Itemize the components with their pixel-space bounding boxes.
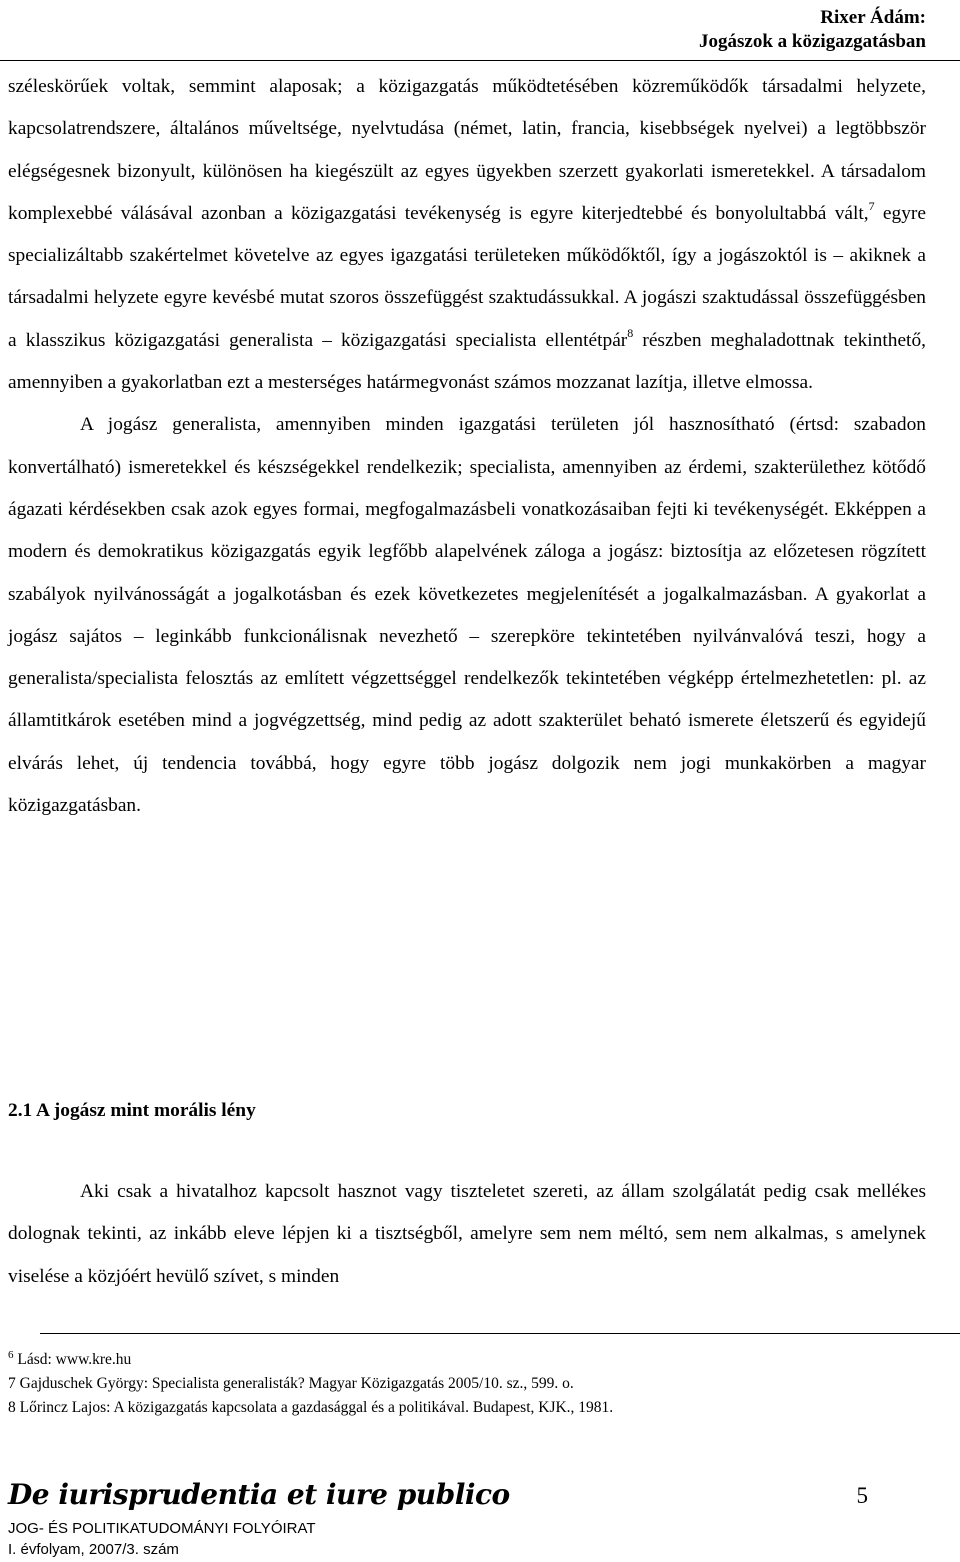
quote-text: Aki csak a hivatalhoz kapcsolt hasznot vagy tiszteletet szereti, az állam szolgálatát pedig csak mellékes dolognak tekinti, az inkább eleve lépjen ki a tisztségből, amelyre sem nem méltó, sem nem alkalmas, s amelynek viselése a közjóért hevülő szívet, s minden — [8, 1181, 926, 1287]
header-title: Jogászok a közigazgatásban — [699, 31, 926, 52]
running-header — [699, 6, 926, 54]
paragraph-1-part-c: részben meghaladottnak tekinthető, amennyiben a gyakorlatban ezt a mesterséges határmegvonást számos mozzanat lazítja, illetve elmossa. — [8, 329, 926, 394]
paragraph-2: A jogász generalista, amennyiben minden igazgatási területen jól hasznosítható (értsd: szabadon konvertálható) ismeretekkel és készségekkel rendelkezik; specialista, amennyiben az érdemi, szakterülethez kötődő ágazati kérdésekben csak azok egyes formai, megfogalmazásbeli vonatkozásaiban fejti ki tevékenységét. Ekképpen a modern és demokratikus közigazgatás egyik legfőbb alapelvének záloga a jogász: biztosítja az előzetesen rögzített szabályok nyilvánosságát a jogalkotásban és ezek következetes megjelenítését a jogalkalmazásban. A gyakorlat a jogász sajátos – leginkább funkcionálisnak nevezhető – szerepköre tekintetében nyilvánvalóvá teszi, hogy a generalista/specialista felosztás az említett végzettséggel rendelkezők tekintetében végképp értelmezhetetlen: pl. az államtitkárok esetében mind a jogvégzettség, mind pedig az adott szakterület beható ismerete életszerű és egyidejű elvárás lehet, új tendencia továbbá, hogy egyre több jogász dolgozik nem jogi munkakörben a magyar közigazgatásban. — [8, 414, 926, 817]
footnote-number: 6 — [8, 1349, 14, 1361]
footnote-text: Lőrincz Lajos: A közigazgatás kapcsolata a gazdasággal és a politikával. Budapest, KJK., 1981. — [15, 1399, 614, 1416]
footnote-ref-8[interactable]: 8 — [627, 325, 634, 340]
journal-issue: I. évfolyam, 2007/3. szám — [8, 1541, 179, 1558]
footnote-number: 7 — [8, 1375, 16, 1392]
main-text — [8, 66, 926, 827]
footnote-ref-7[interactable]: 7 — [868, 198, 875, 213]
journal-subtitle: JOG- ÉS POLITIKATUDOMÁNYI FOLYÓIRAT — [8, 1520, 316, 1537]
footnote-text: Gajduschek György: Specialista generalisták? Magyar Közigazgatás 2005/10. sz., 599. o. — [15, 1375, 574, 1392]
journal-info — [8, 1518, 316, 1560]
paragraph-1 — [8, 66, 926, 404]
footnote-7 — [8, 1372, 613, 1396]
footnote-text: Lásd: www.kre.hu — [13, 1351, 132, 1368]
footnote-divider — [40, 1333, 960, 1334]
header-divider — [0, 60, 960, 61]
footnote-6 — [8, 1348, 613, 1372]
footnotes — [8, 1348, 613, 1420]
journal-name: De iurisprudentia et iure publico — [8, 1478, 510, 1511]
paragraph-1-part-a: széleskörűek voltak, semmint alaposak; a közigazgatás működtetésében közreműködők társadalmi helyzete, kapcsolatrendszere, általános műveltsége, nyelvtudása (német, latin, francia, kisebbségek nyelvei) a legtöbbször elégségesnek bizonyult, különösen ha kiegészült az egyes ügyekben szerzett gyakorlati ismeretekkel. A társadalom komplexebbé válásával azonban a közigazgatási tevékenység is egyre kiterjedtebbé és bonyolultabbá vált, — [8, 76, 926, 224]
footnote-8 — [8, 1396, 613, 1420]
header-author: Rixer Ádám: — [820, 7, 926, 28]
footnote-number: 8 — [8, 1399, 16, 1416]
paragraph-1-part-b: egyre specializáltabb szakértelmet követelve az egyes igazgatási területeken működőktől, így a jogászoktól is – akiknek a társadalmi helyzete egyre kevésbé mutat szoros összefüggést szaktudássukkal. A jogászi szaktudással összefüggésben a klasszikus közigazgatási generalista – közigazgatási specialista ellentétpár — [8, 202, 926, 351]
quote-block — [8, 1171, 926, 1298]
section-heading: 2.1 A jogász mint morális lény — [8, 1100, 256, 1121]
page-number: 5 — [856, 1483, 868, 1508]
